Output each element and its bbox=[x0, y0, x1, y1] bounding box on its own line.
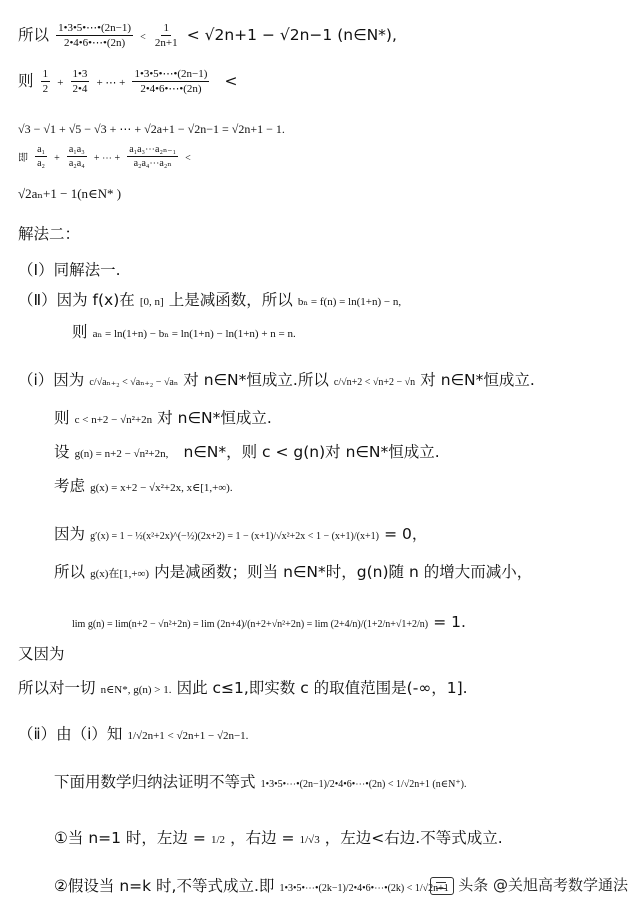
line-8-interval: [0, n] bbox=[139, 296, 164, 308]
line-4-frac-3: $\frac{\text{a₁a₃⋯a₂ₙ₋₁}}{\text{a₂a₄⋯a₂ₙ}}$ bbox=[129, 144, 177, 169]
line-20 bbox=[54, 770, 466, 792]
line-1-rhs-fraction: $\frac{1}{2n+1}$ bbox=[154, 22, 178, 50]
line-10-c: 对 n∈N*恒成立. bbox=[420, 371, 535, 389]
line-8-math: bₙ = f(n) = ln(1+n) − n, bbox=[297, 296, 402, 308]
line-18-b: 因此 c≤1,即实数 c 的取值范围是(-∞，1]. bbox=[176, 679, 468, 697]
line-19-a: （ⅱ）由（ⅰ）知 bbox=[18, 725, 123, 743]
line-4: 即 $\frac{\text{a₁}}{\text{a₂}}$ + $\frac{\text{a₁a₃}}{\text{a₂a₄}}$ + ⋯ + $\frac{\text{a₁a₃⋯a₂ₙ₋₁}}{\text{a₂a₄⋯a₂ₙ}}$ < bbox=[18, 144, 191, 169]
line-18-a: 所以对一切 bbox=[18, 679, 96, 697]
line-16-m: lim g(n) = lim(n+2 − √n²+2n) = lim (2n+4)/(n+2+√n²+2n) = lim (2+4/n)/(1+2/n+√1+2/n) bbox=[72, 619, 429, 630]
line-16-b: = 1. bbox=[433, 613, 466, 631]
line-2-text: 则 bbox=[18, 72, 34, 91]
line-5: √2aₙ+1 − 1(n∈N* ) bbox=[18, 186, 122, 201]
line-9 bbox=[72, 320, 296, 342]
watermark-text: 头条 @关旭高考数学通法 bbox=[458, 876, 628, 894]
line-19-m: 1/√2n+1 < √2n+1 − √2n−1. bbox=[127, 730, 249, 742]
line-3: √3 − √1 + √5 − √3 + ⋯ + √2a+1 − √2n−1 = √2n+1 − 1. bbox=[18, 122, 285, 136]
line-10 bbox=[18, 368, 535, 390]
line-21 bbox=[54, 826, 503, 848]
line-1-inequality: < √2n+1 − √2n−1 (n∈N*), bbox=[186, 26, 397, 45]
line-11-b: 对 n∈N*恒成立. bbox=[157, 409, 272, 427]
line-15-m: g(x)在[1,+∞) bbox=[90, 568, 150, 580]
line-21-a: ①当 n=1 时，左边 = bbox=[54, 829, 206, 847]
line-16 bbox=[72, 612, 466, 631]
line-2-tail: < bbox=[224, 72, 238, 91]
line-13-a: 考虑 bbox=[54, 477, 86, 495]
line-9-a: 则 bbox=[72, 323, 88, 341]
line-9-math: aₙ = ln(1+n) − bₙ = ln(1+n) − ln(1+n) + n = n. bbox=[92, 328, 296, 340]
line-1: 所以 $\frac{1•3•5•\cdots•(2n-1)}{2•4•6•\cdots•(2n)}$ < $\frac{1}{2n+1}$ < √2n+1 − √2n−1 (n∈N*), bbox=[18, 22, 397, 50]
line-22-a: ②假设当 n=k 时,不等式成立.即 bbox=[54, 877, 275, 895]
line-14-a: 因为 bbox=[54, 525, 86, 543]
line-11-m: c < n+2 − √n²+2n bbox=[74, 414, 153, 426]
line-8-b: 上是减函数，所以 bbox=[168, 291, 293, 309]
line-10-m2: c/√n+2 < √n+2 − √n bbox=[333, 377, 416, 388]
line-1-text: 所以 bbox=[18, 26, 50, 45]
line-22-m: 1•3•5•⋯•(2k−1)/2•4•6•⋯•(2k) < 1/√2n+1 bbox=[279, 883, 449, 894]
line-7: （Ⅰ）同解法一. bbox=[18, 261, 121, 279]
line-11 bbox=[54, 406, 272, 428]
line-8-a: （Ⅱ）因为 f(x)在 bbox=[18, 291, 135, 309]
line-2-frac-1: $\frac{1}{2}$ bbox=[42, 68, 49, 96]
line-10-m1: c/√aₙ₊₂ < √aₙ₊₂ − √aₙ bbox=[89, 377, 179, 388]
line-2-frac-3: $\frac{1•3•5•\cdots•(2n-1)}{2•4•6•\cdots•(2n)}$ bbox=[134, 68, 208, 96]
line-18 bbox=[18, 676, 468, 698]
line-14-m: g′(x) = 1 − ½(x²+2x)^(−½)(2x+2) = 1 − (x+1)/√x²+2x < 1 − (x+1)/(x+1) bbox=[90, 531, 379, 542]
line-21-b: ，右边 = bbox=[230, 829, 295, 847]
toutiao-icon bbox=[430, 877, 454, 895]
line-2-frac-2: $\frac{1•3}{2•4}$ bbox=[72, 68, 88, 96]
line-4-tail: < bbox=[185, 153, 191, 164]
line-21-m2: 1/√3 bbox=[299, 834, 320, 846]
line-17: 又因为 bbox=[18, 645, 65, 663]
line-15 bbox=[54, 560, 532, 582]
line-13 bbox=[54, 474, 233, 496]
line-8 bbox=[18, 288, 401, 310]
line-10-b: 对 n∈N*恒成立.所以 bbox=[183, 371, 329, 389]
line-14 bbox=[54, 522, 427, 544]
line-15-b: 内是减函数；则当 n∈N*时，g(n)随 n 的增大而减小， bbox=[154, 563, 533, 581]
line-4-frac-1: $\frac{\text{a₁}}{\text{a₂}}$ bbox=[37, 144, 46, 169]
line-6: 解法二： bbox=[18, 225, 81, 243]
line-13-m: g(x) = x+2 − √x²+2x, x∈[1,+∞). bbox=[90, 482, 233, 494]
watermark bbox=[430, 874, 628, 895]
line-12 bbox=[54, 440, 440, 462]
line-21-m1: 1/2 bbox=[210, 834, 225, 846]
line-21-c: ，左边<右边.不等式成立. bbox=[324, 829, 503, 847]
line-2: 则 $\frac{1}{2}$ + $\frac{1•3}{2•4}$ + ⋯ + $\frac{1•3•5•\cdots•(2n-1)}{2•4•6•\cdots•(2n)}$ < bbox=[18, 68, 238, 96]
line-19 bbox=[18, 722, 248, 744]
line-14-b: = 0， bbox=[384, 525, 428, 543]
line-12-m: g(n) = n+2 − √n²+2n, bbox=[74, 448, 169, 460]
line-20-a: 下面用数学归纳法证明不等式 bbox=[54, 773, 256, 791]
line-10-a: （ⅰ）因为 bbox=[18, 371, 85, 389]
line-12-a: 设 bbox=[54, 443, 70, 461]
line-18-m: n∈N*, g(n) > 1. bbox=[100, 684, 172, 696]
line-20-m: 1•3•5•⋯•(2n−1)/2•4•6•⋯•(2n) < 1/√2n+1 (n∈N⁺). bbox=[260, 779, 467, 790]
line-4-frac-2: $\frac{\text{a₁a₃}}{\text{a₂a₄}}$ bbox=[68, 144, 85, 169]
line-22 bbox=[54, 874, 449, 896]
line-1-fraction: $\frac{1•3•5•\cdots•(2n-1)}{2•4•6•\cdots•(2n)}$ bbox=[58, 22, 132, 50]
line-4-text: 即 bbox=[18, 153, 28, 164]
line-15-a: 所以 bbox=[54, 563, 86, 581]
line-11-a: 则 bbox=[54, 409, 70, 427]
line-12-b: n∈N*，则 c < g(n)对 n∈N*恒成立. bbox=[183, 443, 440, 461]
